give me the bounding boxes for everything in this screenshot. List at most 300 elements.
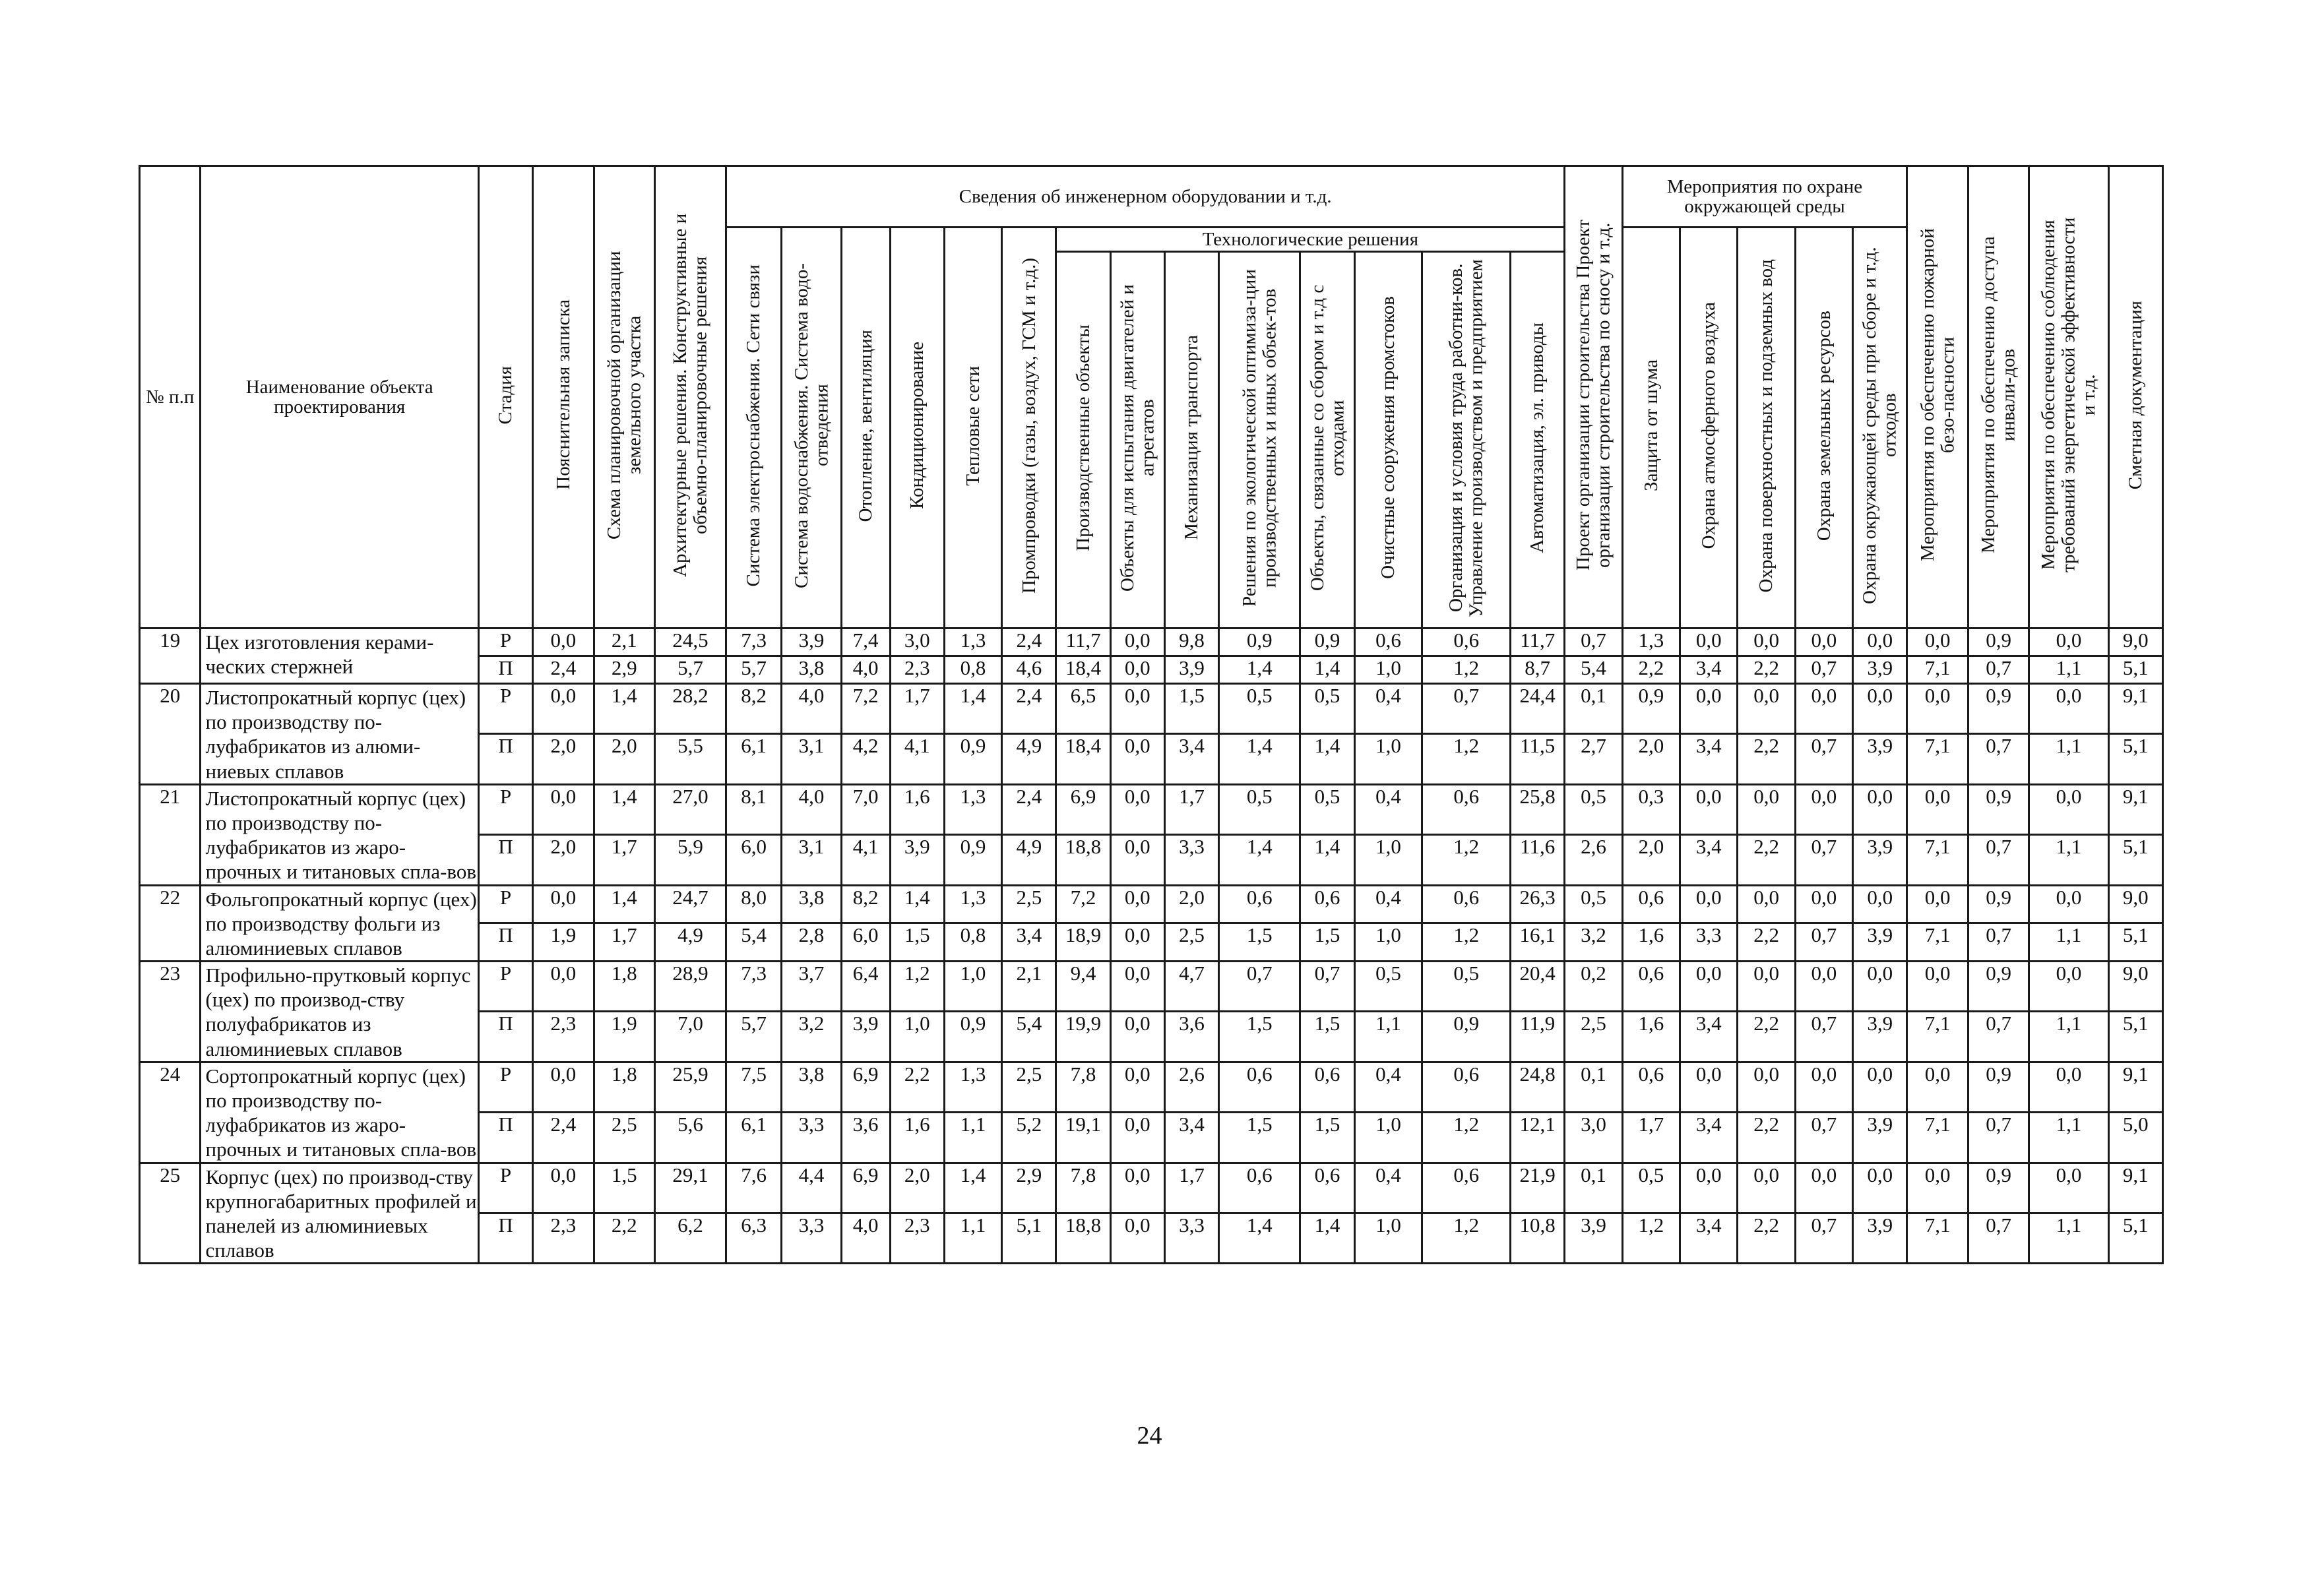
value-cell: 4,1 xyxy=(890,734,944,784)
header-water-supply: Система водоснабжения. Система водо-отведения xyxy=(782,228,841,629)
value-cell: 7,2 xyxy=(1056,885,1110,923)
value-cell: 0,5 xyxy=(1622,1163,1680,1213)
value-cell: 5,2 xyxy=(1002,1113,1056,1163)
value-cell: 0,7 xyxy=(1300,962,1354,1012)
value-cell: 2,8 xyxy=(782,923,841,962)
value-cell: 2,2 xyxy=(1738,835,1795,885)
value-cell: 0,9 xyxy=(1422,1012,1511,1062)
value-cell: 3,8 xyxy=(782,885,841,923)
value-cell: 0,0 xyxy=(1110,885,1164,923)
row-number: 21 xyxy=(140,784,201,885)
table-row xyxy=(140,1163,2163,1213)
value-cell: 3,6 xyxy=(1164,1012,1218,1062)
value-cell: 1,6 xyxy=(1622,923,1680,962)
stage-cell: Р xyxy=(478,1163,532,1213)
value-cell: 24,5 xyxy=(655,629,726,656)
header-construction-organization: Проект организации строительства Проект организации строительства по сносу и т.д. xyxy=(1565,166,1622,629)
value-cell: 2,2 xyxy=(1738,734,1795,784)
header-noise-protection: Защита от шума xyxy=(1622,228,1680,629)
value-cell: 0,0 xyxy=(533,885,594,923)
value-cell: 0,0 xyxy=(1738,1062,1795,1112)
stage-cell: П xyxy=(478,1213,532,1263)
stage-cell: Р xyxy=(478,684,532,734)
value-cell: 1,1 xyxy=(2029,734,2108,784)
value-cell: 1,4 xyxy=(1219,656,1300,684)
value-cell: 18,8 xyxy=(1056,835,1110,885)
value-cell: 1,7 xyxy=(1164,1163,1218,1213)
value-cell: 0,0 xyxy=(1110,962,1164,1012)
stage-cell: П xyxy=(478,656,532,684)
value-cell: 2,6 xyxy=(1565,835,1622,885)
value-cell: 3,4 xyxy=(1680,1113,1738,1163)
value-cell: 0,6 xyxy=(1622,1062,1680,1112)
value-cell: 0,0 xyxy=(1110,1012,1164,1062)
value-cell: 1,5 xyxy=(1300,1012,1354,1062)
value-cell: 0,0 xyxy=(533,1062,594,1112)
row-number: 22 xyxy=(140,885,201,962)
stage-cell: П xyxy=(478,734,532,784)
value-cell: 3,9 xyxy=(890,835,944,885)
value-cell: 1,4 xyxy=(944,684,1001,734)
value-cell: 9,1 xyxy=(2108,684,2162,734)
value-cell: 25,9 xyxy=(655,1062,726,1112)
value-cell: 1,1 xyxy=(944,1213,1001,1263)
value-cell: 0,7 xyxy=(1968,1113,2029,1163)
value-cell: 1,4 xyxy=(890,885,944,923)
value-cell: 0,5 xyxy=(1354,962,1422,1012)
value-cell: 2,9 xyxy=(594,656,654,684)
value-cell: 0,6 xyxy=(1219,1062,1300,1112)
value-cell: 1,1 xyxy=(2029,1113,2108,1163)
value-cell: 2,0 xyxy=(533,835,594,885)
value-cell: 3,9 xyxy=(1853,1113,1907,1163)
value-cell: 0,0 xyxy=(2029,1163,2108,1213)
value-cell: 4,9 xyxy=(1002,734,1056,784)
value-cell: 6,5 xyxy=(1056,684,1110,734)
value-cell: 0,6 xyxy=(1300,885,1354,923)
document-sheet xyxy=(139,165,2164,1264)
value-cell: 0,7 xyxy=(1968,1012,2029,1062)
header-heating: Отопление, вентиляция xyxy=(841,228,890,629)
value-cell: 1,6 xyxy=(1622,1012,1680,1062)
value-cell: 0,6 xyxy=(1422,1062,1511,1112)
value-cell: 0,4 xyxy=(1354,784,1422,834)
table-row xyxy=(140,962,2163,1012)
value-cell: 0,0 xyxy=(2029,629,2108,656)
header-engine-test-objects: Объекты для испытания двигателей и агрегатов xyxy=(1110,252,1164,629)
header-no: № п.п xyxy=(140,166,201,629)
value-cell: 2,2 xyxy=(1622,656,1680,684)
value-cell: 8,2 xyxy=(841,885,890,923)
value-cell: 0,0 xyxy=(1853,1062,1907,1112)
value-cell: 0,4 xyxy=(1354,1163,1422,1213)
value-cell: 1,8 xyxy=(594,962,654,1012)
value-cell: 9,0 xyxy=(2108,962,2162,1012)
value-cell: 9,8 xyxy=(1164,629,1218,656)
value-cell: 4,7 xyxy=(1164,962,1218,1012)
value-cell: 0,1 xyxy=(1565,1062,1622,1112)
value-cell: 1,3 xyxy=(944,784,1001,834)
header-industrial-pipelines: Промпроводки (газы, воздух, ГСМ и т.д.) xyxy=(1002,228,1056,629)
row-number: 25 xyxy=(140,1163,201,1264)
value-cell: 5,4 xyxy=(1565,656,1622,684)
value-cell: 1,4 xyxy=(1300,734,1354,784)
value-cell: 3,9 xyxy=(841,1012,890,1062)
value-cell: 4,0 xyxy=(841,1213,890,1263)
value-cell: 6,1 xyxy=(726,734,781,784)
header-ecological-optimization: Решения по экологической оптимиза-ции производственных и иных объек-тов xyxy=(1219,252,1300,629)
object-name: Профильно-прутковый корпус (цех) по производ-ству полуфабрикатов из алюминиевых сплавов xyxy=(201,962,478,1062)
value-cell: 3,4 xyxy=(1680,835,1738,885)
value-cell: 1,4 xyxy=(1219,734,1300,784)
value-cell: 0,9 xyxy=(944,734,1001,784)
value-cell: 7,1 xyxy=(1907,923,1968,962)
value-cell: 0,0 xyxy=(1795,1163,1852,1213)
value-cell: 2,2 xyxy=(1738,1213,1795,1263)
value-cell: 24,7 xyxy=(655,885,726,923)
value-cell: 2,2 xyxy=(1738,1113,1795,1163)
value-cell: 5,1 xyxy=(2108,1213,2162,1263)
table-body xyxy=(140,629,2163,1264)
value-cell: 10,8 xyxy=(1511,1213,1565,1263)
value-cell: 7,8 xyxy=(1056,1062,1110,1112)
value-cell: 7,0 xyxy=(655,1012,726,1062)
value-cell: 2,5 xyxy=(594,1113,654,1163)
header-energy-efficiency: Мероприятия по обеспечению соблюдения требований энергетической эффективности и т.д. xyxy=(2029,166,2108,629)
value-cell: 0,5 xyxy=(1565,885,1622,923)
value-cell: 1,0 xyxy=(1354,1213,1422,1263)
value-cell: 1,3 xyxy=(1622,629,1680,656)
header-waste-protection: Охрана окружающей среды при сборе и т.д. отходов xyxy=(1853,228,1907,629)
header-explanatory-note: Пояснительная записка xyxy=(533,166,594,629)
value-cell: 2,5 xyxy=(1565,1012,1622,1062)
value-cell: 1,4 xyxy=(594,784,654,834)
value-cell: 3,3 xyxy=(1164,1213,1218,1263)
value-cell: 1,1 xyxy=(2029,656,2108,684)
value-cell: 1,2 xyxy=(1422,1213,1511,1263)
value-cell: 3,9 xyxy=(1853,835,1907,885)
value-cell: 0,0 xyxy=(1853,885,1907,923)
value-cell: 7,3 xyxy=(726,629,781,656)
value-cell: 0,6 xyxy=(1622,885,1680,923)
value-cell: 0,0 xyxy=(1738,962,1795,1012)
value-cell: 3,4 xyxy=(1680,1012,1738,1062)
value-cell: 8,7 xyxy=(1511,656,1565,684)
value-cell: 2,2 xyxy=(1738,923,1795,962)
value-cell: 0,9 xyxy=(1622,684,1680,734)
value-cell: 0,0 xyxy=(1853,1163,1907,1213)
value-cell: 3,2 xyxy=(1565,923,1622,962)
value-cell: 0,0 xyxy=(1795,784,1852,834)
value-cell: 0,0 xyxy=(1110,835,1164,885)
value-cell: 1,4 xyxy=(1219,835,1300,885)
value-cell: 3,4 xyxy=(1002,923,1056,962)
value-cell: 5,1 xyxy=(2108,656,2162,684)
value-cell: 1,7 xyxy=(594,835,654,885)
value-cell: 2,5 xyxy=(1002,1062,1056,1112)
value-cell: 1,4 xyxy=(1300,656,1354,684)
object-name: Листопрокатный корпус (цех) по производству по-луфабрикатов из жаро-прочных и титановых спла-вов xyxy=(201,784,478,885)
value-cell: 0,7 xyxy=(1565,629,1622,656)
value-cell: 0,8 xyxy=(944,923,1001,962)
value-cell: 0,0 xyxy=(1907,629,1968,656)
value-cell: 3,9 xyxy=(1853,656,1907,684)
value-cell: 2,4 xyxy=(1002,784,1056,834)
value-cell: 3,4 xyxy=(1680,734,1738,784)
value-cell: 5,1 xyxy=(2108,1012,2162,1062)
value-cell: 1,3 xyxy=(944,1062,1001,1112)
header-automation: Автоматизация, эл. приводы xyxy=(1511,252,1565,629)
value-cell: 3,9 xyxy=(1853,1213,1907,1263)
value-cell: 7,5 xyxy=(726,1062,781,1112)
value-cell: 6,2 xyxy=(655,1213,726,1263)
value-cell: 2,5 xyxy=(1002,885,1056,923)
value-cell: 8,2 xyxy=(726,684,781,734)
value-cell: 1,0 xyxy=(1354,1113,1422,1163)
header-tech-group: Технологические решения xyxy=(1056,228,1565,252)
header-site-plan: Схема планировочной организации земельного участка xyxy=(594,166,654,629)
value-cell: 3,4 xyxy=(1164,1113,1218,1163)
value-cell: 1,5 xyxy=(1219,923,1300,962)
value-cell: 5,1 xyxy=(1002,1213,1056,1263)
value-cell: 3,3 xyxy=(782,1113,841,1163)
value-cell: 7,1 xyxy=(1907,1113,1968,1163)
value-cell: 25,8 xyxy=(1511,784,1565,834)
value-cell: 0,6 xyxy=(1300,1062,1354,1112)
value-cell: 12,1 xyxy=(1511,1113,1565,1163)
header-fire-safety: Мероприятия по обеспечению пожарной безо-пасности xyxy=(1907,166,1968,629)
value-cell: 20,4 xyxy=(1511,962,1565,1012)
value-cell: 4,0 xyxy=(841,656,890,684)
value-cell: 0,0 xyxy=(533,684,594,734)
value-cell: 7,1 xyxy=(1907,1012,1968,1062)
value-cell: 2,1 xyxy=(594,629,654,656)
value-cell: 3,8 xyxy=(782,656,841,684)
value-cell: 3,3 xyxy=(1680,923,1738,962)
value-cell: 0,9 xyxy=(1968,885,2029,923)
value-cell: 0,9 xyxy=(1219,629,1300,656)
value-cell: 3,9 xyxy=(1853,734,1907,784)
value-cell: 2,2 xyxy=(594,1213,654,1263)
value-cell: 18,4 xyxy=(1056,656,1110,684)
header-stage: Стадия xyxy=(478,166,532,629)
value-cell: 1,6 xyxy=(890,1113,944,1163)
value-cell: 2,3 xyxy=(890,1213,944,1263)
header-waste-objects: Объекты, связанные со сбором и т.д с отходами xyxy=(1300,252,1354,629)
value-cell: 0,0 xyxy=(1680,962,1738,1012)
value-cell: 19,9 xyxy=(1056,1012,1110,1062)
value-cell: 0,0 xyxy=(1110,684,1164,734)
value-cell: 1,2 xyxy=(1422,656,1511,684)
value-cell: 5,7 xyxy=(726,1012,781,1062)
value-cell: 0,0 xyxy=(533,962,594,1012)
value-cell: 2,0 xyxy=(1164,885,1218,923)
value-cell: 0,0 xyxy=(2029,962,2108,1012)
table-row xyxy=(140,684,2163,734)
object-name: Сортопрокатный корпус (цех) по производству по-луфабрикатов из жаро-прочных и титановых спла-вов xyxy=(201,1062,478,1163)
value-cell: 9,1 xyxy=(2108,1062,2162,1112)
value-cell: 0,0 xyxy=(2029,885,2108,923)
value-cell: 7,1 xyxy=(1907,656,1968,684)
value-cell: 5,7 xyxy=(655,656,726,684)
object-name: Фольгопрокатный корпус (цех) по производству фольги из алюминиевых сплавов xyxy=(201,885,478,962)
value-cell: 2,9 xyxy=(1002,1163,1056,1213)
value-cell: 5,4 xyxy=(1002,1012,1056,1062)
value-cell: 2,6 xyxy=(1164,1062,1218,1112)
value-cell: 0,0 xyxy=(1110,629,1164,656)
value-cell: 3,9 xyxy=(1853,923,1907,962)
value-cell: 0,7 xyxy=(1968,923,2029,962)
value-cell: 0,0 xyxy=(1795,962,1852,1012)
value-cell: 1,8 xyxy=(594,1062,654,1112)
header-water-protection: Охрана поверхностных и подземных вод xyxy=(1738,228,1795,629)
value-cell: 19,1 xyxy=(1056,1113,1110,1163)
stage-cell: П xyxy=(478,923,532,962)
value-cell: 0,0 xyxy=(533,629,594,656)
value-cell: 0,0 xyxy=(1680,1163,1738,1213)
value-cell: 0,0 xyxy=(1853,784,1907,834)
value-cell: 0,5 xyxy=(1300,684,1354,734)
value-cell: 5,5 xyxy=(655,734,726,784)
value-cell: 1,2 xyxy=(1422,734,1511,784)
value-cell: 0,0 xyxy=(1110,1213,1164,1263)
value-cell: 1,3 xyxy=(944,885,1001,923)
value-cell: 1,7 xyxy=(1164,784,1218,834)
value-cell: 1,5 xyxy=(1164,684,1218,734)
value-cell: 1,4 xyxy=(594,885,654,923)
header-treatment-facilities: Очистные сооружения промстоков xyxy=(1354,252,1422,629)
value-cell: 0,5 xyxy=(1219,684,1300,734)
value-cell: 0,7 xyxy=(1968,734,2029,784)
value-cell: 0,0 xyxy=(2029,1062,2108,1112)
value-cell: 0,0 xyxy=(1110,923,1164,962)
value-cell: 0,0 xyxy=(1110,1062,1164,1112)
value-cell: 2,4 xyxy=(1002,629,1056,656)
value-cell: 5,1 xyxy=(2108,923,2162,962)
value-cell: 1,4 xyxy=(594,684,654,734)
value-cell: 7,2 xyxy=(841,684,890,734)
value-cell: 0,0 xyxy=(1907,885,1968,923)
value-cell: 0,1 xyxy=(1565,684,1622,734)
value-cell: 0,5 xyxy=(1422,962,1511,1012)
value-cell: 5,1 xyxy=(2108,835,2162,885)
value-cell: 0,7 xyxy=(1219,962,1300,1012)
value-cell: 1,0 xyxy=(890,1012,944,1062)
value-cell: 9,0 xyxy=(2108,885,2162,923)
value-cell: 0,8 xyxy=(944,656,1001,684)
value-cell: 0,0 xyxy=(1680,885,1738,923)
value-cell: 11,7 xyxy=(1056,629,1110,656)
value-cell: 1,1 xyxy=(2029,1213,2108,1263)
value-cell: 6,9 xyxy=(841,1062,890,1112)
value-cell: 1,5 xyxy=(1219,1113,1300,1163)
value-cell: 1,1 xyxy=(2029,835,2108,885)
page-number: 24 xyxy=(1137,1422,1162,1450)
stage-cell: Р xyxy=(478,629,532,656)
value-cell: 0,6 xyxy=(1354,629,1422,656)
value-cell: 1,5 xyxy=(1219,1012,1300,1062)
value-cell: 1,1 xyxy=(944,1113,1001,1163)
value-cell: 0,4 xyxy=(1354,684,1422,734)
value-cell: 18,9 xyxy=(1056,923,1110,962)
value-cell: 0,7 xyxy=(1422,684,1511,734)
value-cell: 1,7 xyxy=(1622,1113,1680,1163)
value-cell: 1,2 xyxy=(1422,835,1511,885)
value-cell: 1,0 xyxy=(1354,835,1422,885)
value-cell: 0,7 xyxy=(1968,1213,2029,1263)
value-cell: 0,1 xyxy=(1565,1163,1622,1213)
value-cell: 1,7 xyxy=(890,684,944,734)
value-cell: 0,5 xyxy=(1219,784,1300,834)
value-cell: 0,0 xyxy=(1795,1062,1852,1112)
value-cell: 0,9 xyxy=(1300,629,1354,656)
value-cell: 11,5 xyxy=(1511,734,1565,784)
value-cell: 0,7 xyxy=(1795,835,1852,885)
value-cell: 0,0 xyxy=(1680,1062,1738,1112)
value-cell: 3,0 xyxy=(1565,1113,1622,1163)
value-cell: 0,9 xyxy=(944,1012,1001,1062)
value-cell: 3,1 xyxy=(782,835,841,885)
value-cell: 4,6 xyxy=(1002,656,1056,684)
value-cell: 4,1 xyxy=(841,835,890,885)
header-conditioning: Кондиционирование xyxy=(890,228,944,629)
value-cell: 0,6 xyxy=(1422,784,1511,834)
header-engineering-group: Сведения об инженерном оборудовании и т.д. xyxy=(726,166,1564,228)
value-cell: 0,0 xyxy=(1907,1062,1968,1112)
header-power-supply: Система электроснабжения. Сети связи xyxy=(726,228,781,629)
value-cell: 1,5 xyxy=(594,1163,654,1213)
value-cell: 0,6 xyxy=(1422,629,1511,656)
value-cell: 0,4 xyxy=(1354,1062,1422,1112)
value-cell: 18,8 xyxy=(1056,1213,1110,1263)
header-labor-organization: Организация и условия труда работни-ков. Управление производством и предприятием xyxy=(1422,252,1511,629)
value-cell: 3,8 xyxy=(782,1062,841,1112)
value-cell: 1,2 xyxy=(1422,1113,1511,1163)
value-cell: 4,0 xyxy=(782,784,841,834)
value-cell: 4,0 xyxy=(782,684,841,734)
table-row xyxy=(140,885,2163,923)
stage-cell: П xyxy=(478,1113,532,1163)
header-heat-networks: Тепловые сети xyxy=(944,228,1001,629)
value-cell: 1,9 xyxy=(594,1012,654,1062)
value-cell: 27,0 xyxy=(655,784,726,834)
value-cell: 6,9 xyxy=(1056,784,1110,834)
value-cell: 5,4 xyxy=(726,923,781,962)
object-name: Цех изготовления керами-ческих стержней xyxy=(201,629,478,684)
value-cell: 0,0 xyxy=(1853,684,1907,734)
value-cell: 2,7 xyxy=(1565,734,1622,784)
value-cell: 0,0 xyxy=(1110,734,1164,784)
value-cell: 3,6 xyxy=(841,1113,890,1163)
value-cell: 0,0 xyxy=(533,784,594,834)
value-cell: 1,1 xyxy=(2029,923,2108,962)
value-cell: 7,1 xyxy=(1907,1213,1968,1263)
value-cell: 0,0 xyxy=(1110,656,1164,684)
value-cell: 0,0 xyxy=(1907,684,1968,734)
value-cell: 0,7 xyxy=(1968,835,2029,885)
value-cell: 1,2 xyxy=(890,962,944,1012)
value-cell: 7,1 xyxy=(1907,734,1968,784)
value-cell: 1,6 xyxy=(890,784,944,834)
value-cell: 0,0 xyxy=(1738,885,1795,923)
value-cell: 9,1 xyxy=(2108,784,2162,834)
value-cell: 3,9 xyxy=(1164,656,1218,684)
value-cell: 0,0 xyxy=(1738,629,1795,656)
value-cell: 0,2 xyxy=(1565,962,1622,1012)
value-cell: 3,4 xyxy=(1680,1213,1738,1263)
value-cell: 3,7 xyxy=(782,962,841,1012)
value-cell: 0,9 xyxy=(1968,684,2029,734)
